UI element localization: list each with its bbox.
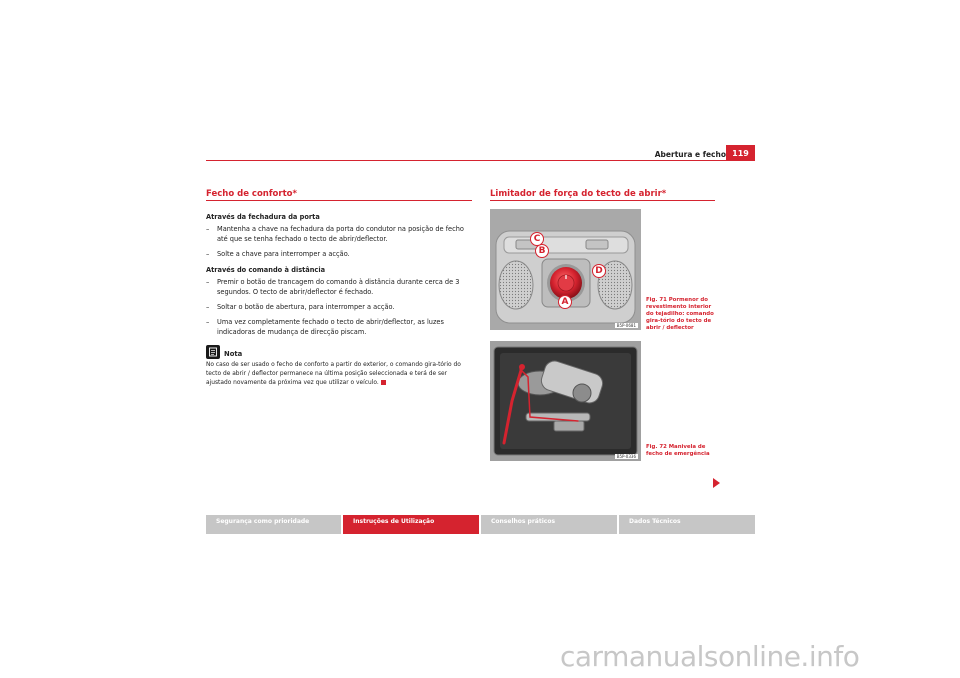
note-title: Nota <box>224 350 243 358</box>
note-icon <box>206 345 220 359</box>
figure-71-image <box>490 209 641 330</box>
callout-d: D <box>592 264 606 278</box>
subheading-door-lock: Através da fechadura da porta <box>206 213 320 221</box>
end-mark-icon <box>381 380 386 385</box>
footer-tab-seguranca[interactable]: Segurança como prioridade <box>206 515 341 534</box>
callout-a: A <box>558 295 572 309</box>
section-title-fecho-conforto: Fecho de conforto* <box>206 189 297 199</box>
section-rule-left <box>206 200 472 201</box>
left-column <box>206 210 472 388</box>
figure-code: B5P-0336 <box>616 454 636 459</box>
figure-71-caption: Fig. 71 Pormenor do revestimento interior do tejadilho: comando gira-tório do tecto de abrir / deflector <box>646 297 714 331</box>
callout-c: C <box>530 232 544 246</box>
subheading-remote: Através do comando à distância <box>206 266 326 274</box>
list-item: – Uma vez completamente fechado o tecto de abrir/deflector, as luzes indicadoras de mudança de direcção piscam. <box>206 318 444 336</box>
header-rule <box>206 160 755 161</box>
emergency-crank-illustration <box>490 341 641 461</box>
footer-tab-conselhos[interactable]: Conselhos práticos <box>481 515 617 534</box>
list-item: – Soltar o botão de abertura, para interromper a acção. <box>206 303 395 311</box>
section-rule-right <box>490 200 715 201</box>
figure-code: B5P-0681 <box>616 323 636 328</box>
note-box <box>206 345 472 388</box>
figure-72-image <box>490 341 641 461</box>
callout-b: B <box>535 244 549 258</box>
list-item: – Solte a chave para interromper a acção. <box>206 250 350 258</box>
list-item: – Premir o botão de trancagem do comando à distância durante cerca de 3 segundos. O tecto de abrir/deflector é fechado. <box>206 278 460 296</box>
list-item: – Mantenha a chave na fechadura da porta do condutor na posição de fecho até que se tenha fechado o tecto de abrir/deflector. <box>206 225 464 243</box>
footer-tab-dados[interactable]: Dados Técnicos <box>619 515 755 534</box>
figure-72-caption: Fig. 72 Manivela de fecho de emergência <box>646 444 710 457</box>
watermark-text: carmanualsonline.info <box>560 640 860 673</box>
running-header: Abertura e fecho <box>654 150 726 159</box>
footer-tab-instrucoes[interactable]: Instruções de Utilização <box>343 515 479 534</box>
page-number: 119 <box>726 145 755 161</box>
roof-control-illustration <box>490 209 641 330</box>
note-text: No caso de ser usado o fecho de conforto a partir do exterior, o comando gira-tório do tecto de abrir / deflector permanece na última posição seleccionada e terá de ser ajustado novamente da próxima vez que utilizar o veículo. <box>206 362 461 386</box>
section-title-limitador: Limitador de força do tecto de abrir* <box>490 189 667 199</box>
next-page-arrow-icon[interactable] <box>713 478 720 488</box>
